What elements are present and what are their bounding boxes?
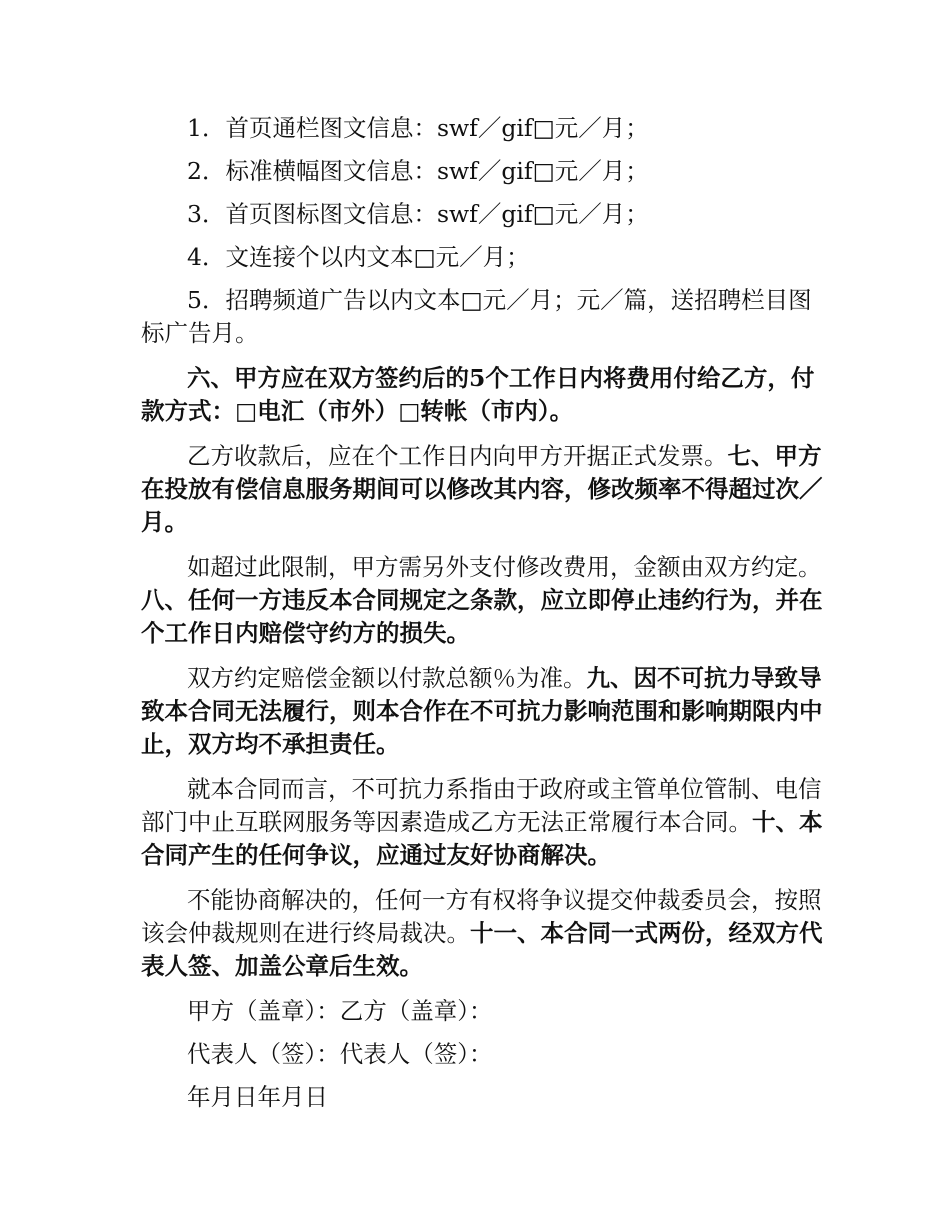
clause-9-text: 双方约定赔偿金额以付款总额％为准。 [187, 664, 587, 692]
fee-item-1: 1．首页通栏图文信息：swf／gif□元／月； [187, 114, 649, 142]
clause-11-text: 不能协商解决的，任何一方有权将争议提交仲裁委员会，按照该会仲裁规则在进行终局裁决。 [141, 886, 822, 947]
clause-8-bold: 八、任何一方违反本合同规定之条款，应立即停止违约行为，并在个工作日内赔偿守约方的损失。 [141, 586, 823, 647]
clause-8-text: 如超过此限制，甲方需另外支付修改费用，金额由双方约定。 [187, 553, 822, 581]
clause-9-bold: 九、因不可抗力导致导致本合同无法履行，则本合作在不可抗力影响范围和影响期限内中止，双方均不承担责任。 [141, 664, 823, 758]
document-page [141, 112, 831, 1124]
clause-6 [141, 362, 831, 428]
clause-7-bold: 七、甲方在投放有偿信息服务期间可以修改其内容，修改频率不得超过次／月。 [141, 442, 823, 536]
clause-11 [141, 884, 831, 983]
signature-date-line: 年月日年月日 [187, 1083, 328, 1111]
clause-8 [141, 551, 831, 650]
clause-10-text: 就本合同而言，不可抗力系指由于政府或主管单位管制、电信部门中止互联网服务等因素造成乙方无法正常履行本合同。 [141, 775, 822, 836]
clause-7 [141, 440, 831, 539]
clause-11-bold: 十一、本合同一式两份，经双方代表人签、加盖公章后生效。 [141, 919, 823, 980]
clause-10-bold: 十、本合同产生的任何争议，应通过友好协商解决。 [141, 808, 823, 869]
fee-item-3: 3．首页图标图文信息：swf／gif□元／月； [187, 200, 649, 228]
signature-rep-line: 代表人（签）：代表人（签）： [187, 1040, 493, 1068]
fee-item-4: 4．文连接个以内文本□元／月； [187, 243, 530, 271]
clause-9 [141, 662, 831, 761]
clause-6-bold: 六、甲方应在双方签约后的5个工作日内将费用付给乙方，付款方式：□电汇（市外）□转帐（市内）。 [141, 364, 815, 425]
signature-seal-line: 甲方（盖章）：乙方（盖章）： [187, 997, 493, 1025]
clause-7-text: 乙方收款后，应在个工作日内向甲方开据正式发票。 [187, 442, 728, 470]
fee-item-2: 2．标准横幅图文信息：swf／gif□元／月； [187, 157, 649, 185]
clause-10 [141, 773, 831, 872]
fee-item-5: 5．招聘频道广告以内文本□元／月；元／篇，送招聘栏目图标广告月。 [141, 286, 812, 347]
